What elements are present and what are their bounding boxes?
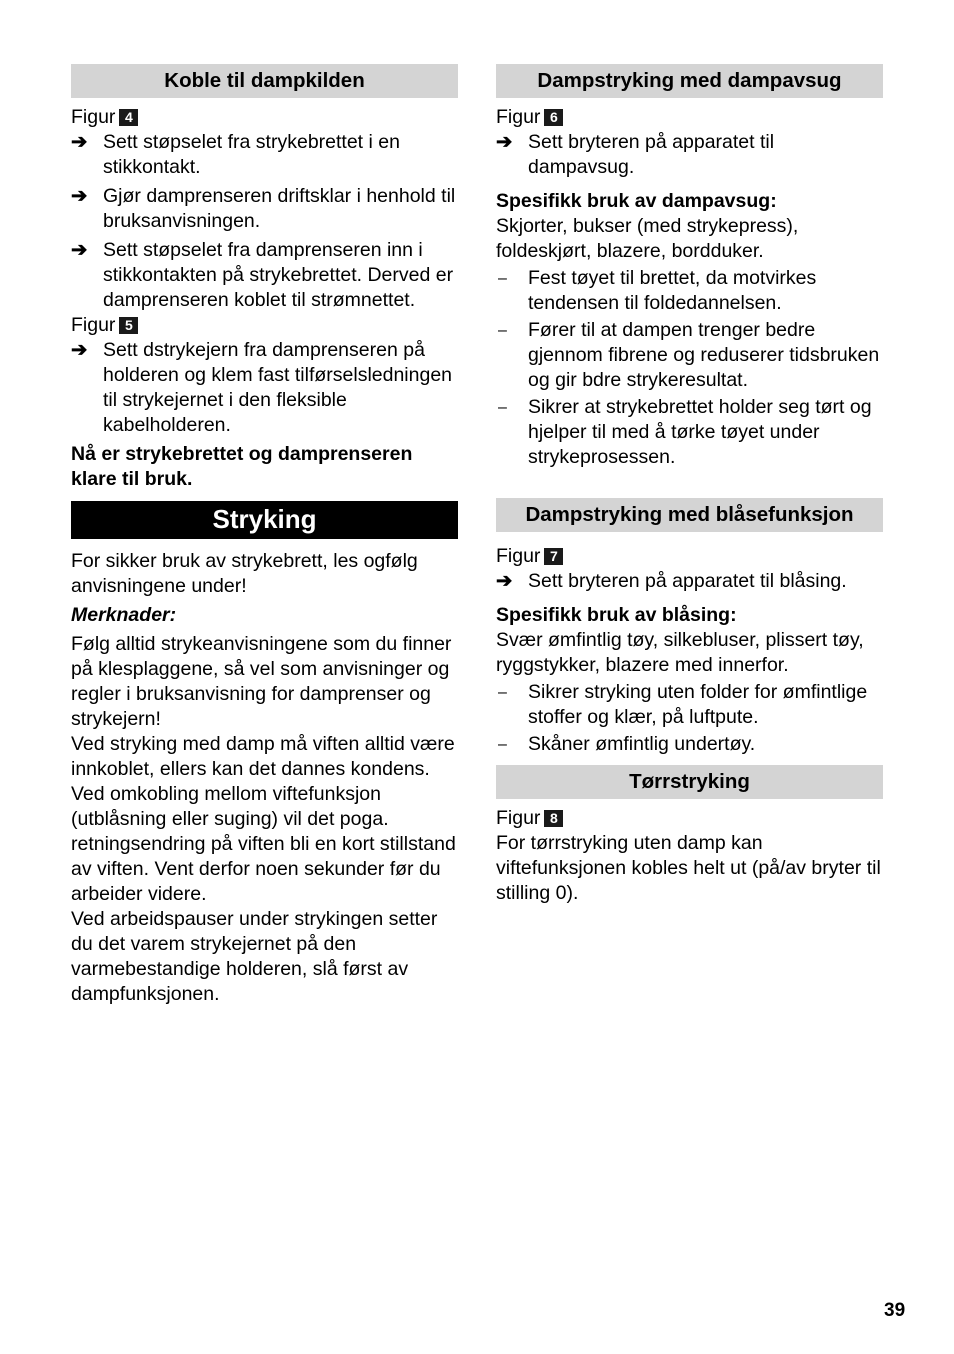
suction-heading: Spesifikk bruk av dampavsug: [496, 190, 777, 212]
figure-reference-6: Figur 6 [496, 105, 883, 130]
blow-heading: Spesifikk bruk av blåsing: [496, 604, 737, 626]
dash-bullet: – [498, 736, 507, 753]
figure-reference-4: Figur 4 [71, 105, 458, 130]
page-number: 39 [884, 1300, 906, 1321]
list-item: – Sikrer at strykebrettet holder seg tørt og hjelper til med å tørke tøyet under strykeprosessen. [498, 396, 872, 468]
blow-text: Svær ømfintlig tøy, silkebluser, plissert tøy, ryggstykker, blazere med innerfor. [496, 629, 864, 676]
arrow-icon: ➔ [71, 239, 88, 261]
note-paragraph: Ved omkobling mellom viftefunksjon (utblåsning eller suging) vil det poga. retningsendring på viften bli en kort stillstand av viften. Vent derfor noen sekunder før du arbeider videre. [71, 783, 456, 905]
section-heading-torrstryking: Tørrstryking [496, 765, 883, 799]
list-item: ➔ Sett dstrykejern fra damprenseren på holderen og klem fast tilførselsledningen til strykejernet i den fleksible kabelholderen. [71, 339, 453, 436]
dash-bullet: – [498, 399, 507, 416]
right-column [496, 64, 883, 906]
list-item: ➔ Gjør damprenseren driftsklar i henhold til bruksanvisningen. [71, 185, 456, 232]
note-paragraph: Følg alltid strykeanvisningene som du finner på klesplaggene, så vel som anvisninger og regler i bruksanvisning for damprenser og strykejern! [71, 633, 452, 730]
dash-bullet: – [498, 322, 507, 339]
figure-reference-5: Figur 5 [71, 313, 458, 338]
list-item: ➔ Sett bryteren på apparatet til dampavsug. [496, 131, 775, 178]
list-item: ➔ Sett støpselet fra strykebrettet i en stikkontakt. [71, 131, 400, 178]
list-item: ➔ Sett bryteren på apparatet til blåsing. [496, 570, 847, 592]
section-heading-koble: Koble til dampkilden [71, 64, 458, 98]
arrow-icon: ➔ [496, 570, 513, 592]
list-item: – Sikrer stryking uten folder for ømfintlige stoffer og klær, på luftpute. [498, 681, 868, 728]
figure-reference-8: Figur 8 [496, 806, 883, 831]
left-column [71, 64, 458, 1007]
dash-bullet: – [498, 684, 507, 701]
section-heading-stryking: Stryking [71, 501, 458, 539]
figure-number-badge: 5 [119, 317, 138, 334]
dry-text: For tørrstryking uten damp kan viftefunksjonen kobles helt ut (på/av bryter til stilling 0). [496, 832, 881, 904]
note-paragraph: Ved stryking med damp må viften alltid være innkoblet, ellers kan det dannes kondens. [71, 733, 455, 780]
section-heading-blasefunksjon: Dampstryking med blåsefunksjon [496, 498, 883, 532]
suction-text: Skjorter, bukser (med strykepress), foldeskjørt, blazere, bordduker. [496, 215, 799, 262]
list-item: ➔ Sett støpselet fra damprenseren inn i stikkontakten på strykebrettet. Derved er damprenseren koblet til strømnettet. [71, 239, 454, 311]
list-item: – Skåner ømfintlig undertøy. [498, 733, 756, 755]
figure-number-badge: 7 [544, 548, 563, 565]
note-paragraph: Ved arbeidspauser under strykingen setter du det varem strykejernet på den varmebestandige holderen, slå først av dampfunksjonen. [71, 908, 438, 1005]
figure-number-badge: 6 [544, 109, 563, 126]
arrow-icon: ➔ [71, 339, 88, 361]
arrow-icon: ➔ [71, 185, 88, 207]
list-item: – Fest tøyet til brettet, da motvirkes tendensen til foldedannelsen. [498, 267, 817, 314]
list-item: – Fører til at dampen trenger bedre gjennom fibrene og reduserer tidsbruken og gir bdre strykeresultat. [498, 319, 880, 391]
section-heading-dampavsug: Dampstryking med dampavsug [496, 64, 883, 98]
figure-reference-7: Figur 7 [496, 544, 883, 569]
ready-note: Nå er strykebrettet og damprenseren klare til bruk. [71, 443, 413, 490]
intro-text: For sikker bruk av strykebrett, les ogfølg anvisningene under! [71, 550, 418, 597]
figure-number-badge: 8 [544, 810, 563, 827]
dash-bullet: – [498, 270, 507, 287]
arrow-icon: ➔ [496, 131, 513, 153]
figure-number-badge: 4 [119, 109, 138, 126]
arrow-icon: ➔ [71, 131, 88, 153]
notes-heading: Merknader: [71, 604, 177, 626]
